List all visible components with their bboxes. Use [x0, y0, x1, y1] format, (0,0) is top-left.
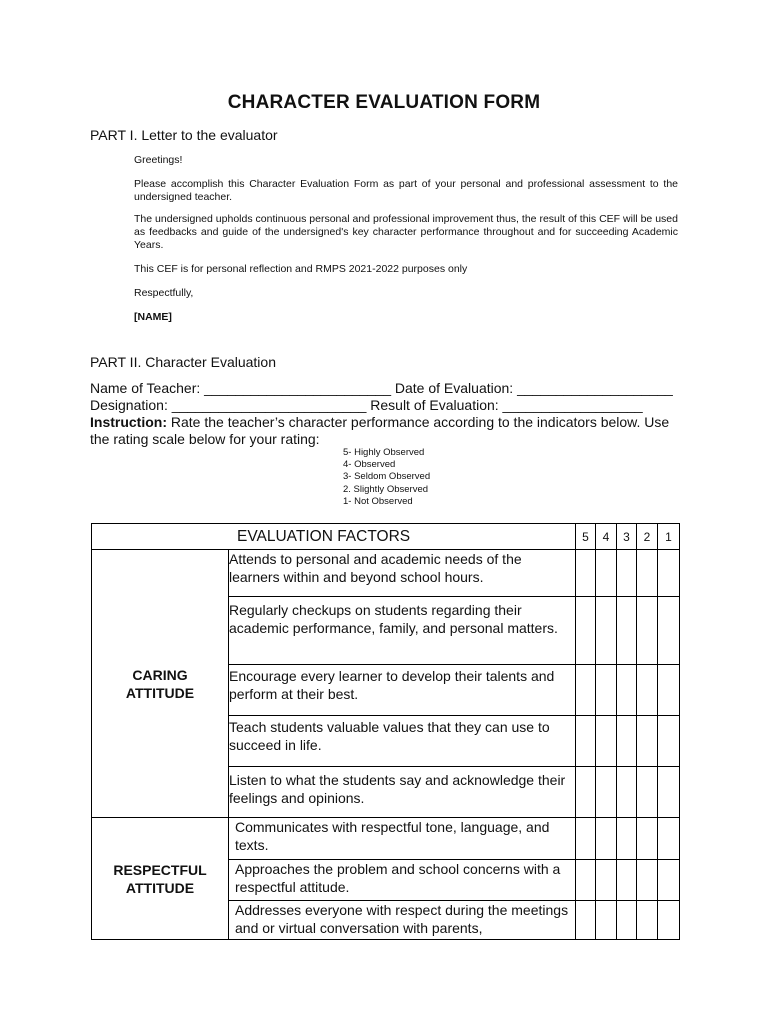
rating-cell-3[interactable] — [617, 767, 637, 818]
rating-cell-2[interactable] — [637, 901, 658, 940]
info-line-1 — [90, 380, 680, 397]
rating-cell-3[interactable] — [617, 901, 637, 940]
rating-cell-3[interactable] — [617, 818, 637, 860]
rating-header-1: 1 — [658, 524, 680, 550]
rating-cell-3[interactable] — [617, 716, 637, 767]
info-line-2 — [90, 397, 680, 414]
rating-cell-5[interactable] — [576, 818, 596, 860]
rating-header-5: 5 — [576, 524, 596, 550]
rating-cell-4[interactable] — [596, 901, 617, 940]
evaluation-factors-header: EVALUATION FACTORS — [92, 524, 576, 550]
rating-cell-2[interactable] — [637, 818, 658, 860]
part2-heading: PART II. Character Evaluation — [90, 354, 276, 370]
rating-cell-1[interactable] — [658, 818, 680, 860]
rating-header-4: 4 — [596, 524, 617, 550]
rating-cell-3[interactable] — [617, 665, 637, 716]
rating-cell-1[interactable] — [658, 550, 680, 597]
indicator-cell: Attends to personal and academic needs of the learners within and beyond school hours. — [229, 550, 576, 597]
rating-cell-1[interactable] — [658, 665, 680, 716]
letter-paragraph-1: Please accomplish this Character Evaluation Form as part of your personal and professional assessment to the undersigned teacher. — [134, 177, 678, 203]
rating-header-3: 3 — [617, 524, 637, 550]
caring-attitude-category — [92, 550, 229, 818]
rating-cell-2[interactable] — [637, 860, 658, 901]
rating-cell-4[interactable] — [596, 597, 617, 665]
rating-cell-2[interactable] — [637, 597, 658, 665]
letter-paragraph-2: The undersigned upholds continuous personal and professional improvement thus, the result of this CEF will be used as feedbacks and guide of the undersigned's key character performance throughout and for succeeding Academic Years. — [134, 213, 678, 251]
rating-cell-3[interactable] — [617, 597, 637, 665]
indicator-cell: Encourage every learner to develop their talents and perform at their best. — [229, 665, 576, 716]
rating-scale — [343, 447, 430, 508]
table-row — [92, 550, 680, 597]
rating-cell-3[interactable] — [617, 550, 637, 597]
respectful-attitude-category — [92, 818, 229, 940]
rating-cell-5[interactable] — [576, 597, 596, 665]
closing: Respectfully, — [134, 286, 194, 299]
rating-cell-5[interactable] — [576, 901, 596, 940]
rating-cell-4[interactable] — [596, 860, 617, 901]
category-label: RESPECTFUL — [113, 861, 207, 878]
indicator-cell: Communicates with respectful tone, language, and texts. — [229, 818, 576, 860]
date-of-evaluation-field[interactable]: Date of Evaluation: ____________________ — [394, 380, 673, 396]
letter-body — [134, 154, 678, 324]
scale-item-4: 4- Observed — [343, 459, 396, 471]
greeting: Greetings! — [134, 154, 183, 166]
table-row — [92, 818, 680, 860]
scale-item-1: 1- Not Observed — [343, 495, 413, 507]
rating-cell-3[interactable] — [617, 860, 637, 901]
rating-cell-2[interactable] — [637, 767, 658, 818]
indicator-cell: Regularly checkups on students regarding their academic performance, family, and personal matters. — [229, 597, 576, 665]
indicator-cell: Addresses everyone with respect during the meetings and or virtual conversation with parents, — [229, 901, 576, 940]
rating-cell-4[interactable] — [596, 818, 617, 860]
instruction-label: Instruction: — [90, 414, 167, 430]
indicator-cell: Teach students valuable values that they can use to succeed in life. — [229, 716, 576, 767]
category-label: ATTITUDE — [125, 879, 195, 896]
rating-cell-5[interactable] — [576, 767, 596, 818]
indicator-cell: Listen to what the students say and acknowledge their feelings and opinions. — [229, 767, 576, 818]
rating-header-2: 2 — [637, 524, 658, 550]
name-of-teacher-field[interactable]: Name of Teacher: ________________________ — [90, 380, 391, 396]
rating-cell-5[interactable] — [576, 716, 596, 767]
designation-field[interactable]: Designation: _________________________ — [90, 397, 367, 413]
rating-cell-1[interactable] — [658, 767, 680, 818]
result-of-evaluation-field[interactable]: Result of Evaluation: __________________ — [370, 397, 643, 413]
rating-cell-1[interactable] — [658, 716, 680, 767]
rating-cell-1[interactable] — [658, 901, 680, 940]
rating-cell-2[interactable] — [637, 550, 658, 597]
form-title: CHARACTER EVALUATION FORM — [227, 92, 541, 113]
rating-cell-1[interactable] — [658, 860, 680, 901]
scale-item-2: 2. Slightly Observed — [343, 483, 429, 495]
indicator-cell: Approaches the problem and school concerns with a respectful attitude. — [229, 860, 576, 901]
rating-cell-2[interactable] — [637, 665, 658, 716]
scale-item-3: 3- Seldom Observed — [343, 471, 431, 483]
rating-cell-1[interactable] — [658, 597, 680, 665]
rating-cell-5[interactable] — [576, 665, 596, 716]
rating-cell-4[interactable] — [596, 716, 617, 767]
teacher-info — [90, 380, 680, 448]
rating-cell-5[interactable] — [576, 550, 596, 597]
evaluation-table — [91, 523, 680, 940]
part1-heading: PART I. Letter to the evaluator — [90, 127, 278, 143]
category-label: ATTITUDE — [125, 684, 195, 701]
rating-cell-4[interactable] — [596, 767, 617, 818]
instruction-text: Rate the teacher’s character performance according to the indicators below. Use the rating scale below for your rating: — [90, 414, 670, 447]
scale-item-5: 5- Highly Observed — [343, 447, 425, 458]
instruction — [90, 414, 680, 448]
rating-cell-2[interactable] — [637, 716, 658, 767]
table-header-row — [92, 524, 680, 550]
signatory-name: [NAME] — [134, 311, 172, 324]
letter-paragraph-3: This CEF is for personal reflection and RMPS 2021-2022 purposes only — [134, 262, 468, 275]
rating-cell-5[interactable] — [576, 860, 596, 901]
rating-cell-4[interactable] — [596, 550, 617, 597]
rating-cell-4[interactable] — [596, 665, 617, 716]
category-label: CARING — [132, 666, 188, 683]
